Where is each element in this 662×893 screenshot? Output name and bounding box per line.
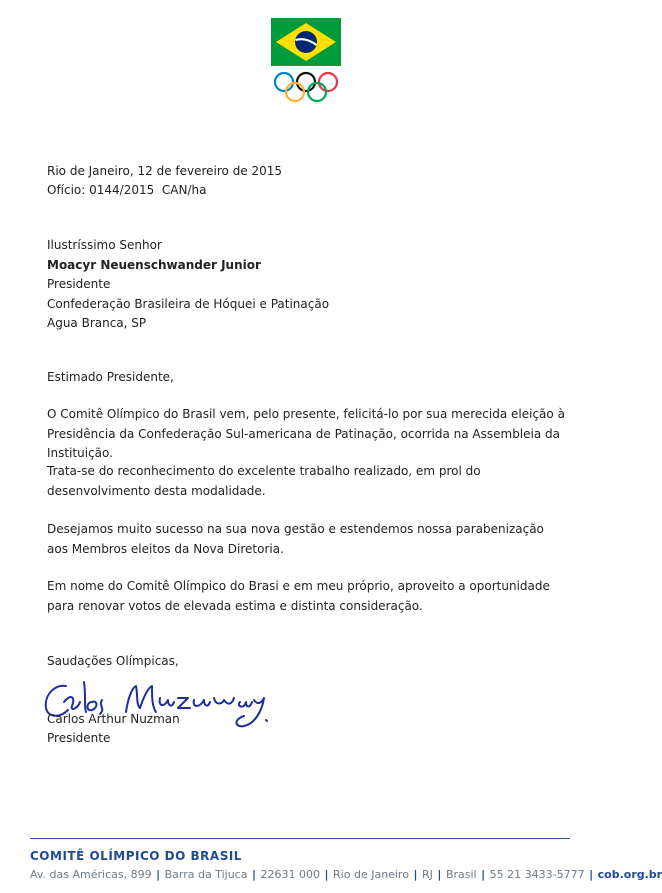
signer-block xyxy=(47,710,180,748)
recipient-location: Agua Branca, SP xyxy=(47,316,147,330)
recipient-name: Moacyr Neuenschwander Junior xyxy=(47,257,261,272)
recipient-title: Presidente xyxy=(47,277,111,291)
footer-state: RJ xyxy=(422,868,433,881)
greeting: Estimado Presidente, xyxy=(47,370,174,384)
footer-separator: | xyxy=(324,868,329,881)
footer-phone: 55 21 3433-5777 xyxy=(489,868,585,881)
footer-separator: | xyxy=(156,868,161,881)
footer-city: Rio de Janeiro xyxy=(333,868,409,881)
footer-divider xyxy=(30,838,570,839)
footer-website-link[interactable]: cob.org.br xyxy=(597,868,662,881)
body-paragraph: Em nome do Comitê Olímpico do Brasi e em meu próprio, aproveito a oportunidade para renovar votos de elevada estima e distinta consideração. xyxy=(47,579,550,613)
closing: Saudações Olímpicas, xyxy=(47,654,179,668)
footer-neighborhood: Barra da Tijuca xyxy=(164,868,248,881)
footer-separator: | xyxy=(437,868,442,881)
footer-contact-line xyxy=(30,868,662,881)
recipient-salutation: Ilustríssimo Senhor xyxy=(47,238,162,252)
recipient-organization: Confederação Brasileira de Hóquei e Patinação xyxy=(47,296,330,311)
footer-separator: | xyxy=(589,868,594,881)
signer-title: Presidente xyxy=(47,731,111,745)
footer-country: Brasil xyxy=(445,868,477,881)
recipient-address xyxy=(47,236,329,334)
signer-name: Carlos Arthur Nuzman xyxy=(47,712,180,726)
brazil-flag-icon xyxy=(271,18,341,66)
footer-separator: | xyxy=(413,868,418,881)
body-paragraph: O Comitê Olímpico do Brasil vem, pelo presente, felicitá-lo por sua merecida eleição à Presidência da Confederação Sul-americana de Patinação, ocorrida na Assembleia da Instituição. xyxy=(47,407,565,460)
body-paragraph: Trata-se do reconhecimento do excelente trabalho realizado, em prol do desenvolvimento desta modalidade. xyxy=(47,464,481,498)
footer-postal-code: 22631 000 xyxy=(260,868,320,881)
body-paragraph: Desejamos muito sucesso na sua nova gestão e estendemos nossa parabenização aos Membros eleitos da Nova Diretoria. xyxy=(47,522,544,556)
reference-number: Ofício: 0144/2015 CAN/ha xyxy=(47,183,207,197)
footer-address: Av. das Américas, 899 xyxy=(30,868,152,881)
footer-separator: | xyxy=(251,868,256,881)
footer-organization: COMITÊ OLÍMPICO DO BRASIL xyxy=(30,849,242,863)
place-date: Rio de Janeiro, 12 de fevereiro de 2015 xyxy=(47,164,283,178)
olympic-rings-icon xyxy=(272,70,340,106)
footer-separator: | xyxy=(481,868,486,881)
cob-logo xyxy=(268,18,344,108)
letter-meta xyxy=(47,162,282,200)
